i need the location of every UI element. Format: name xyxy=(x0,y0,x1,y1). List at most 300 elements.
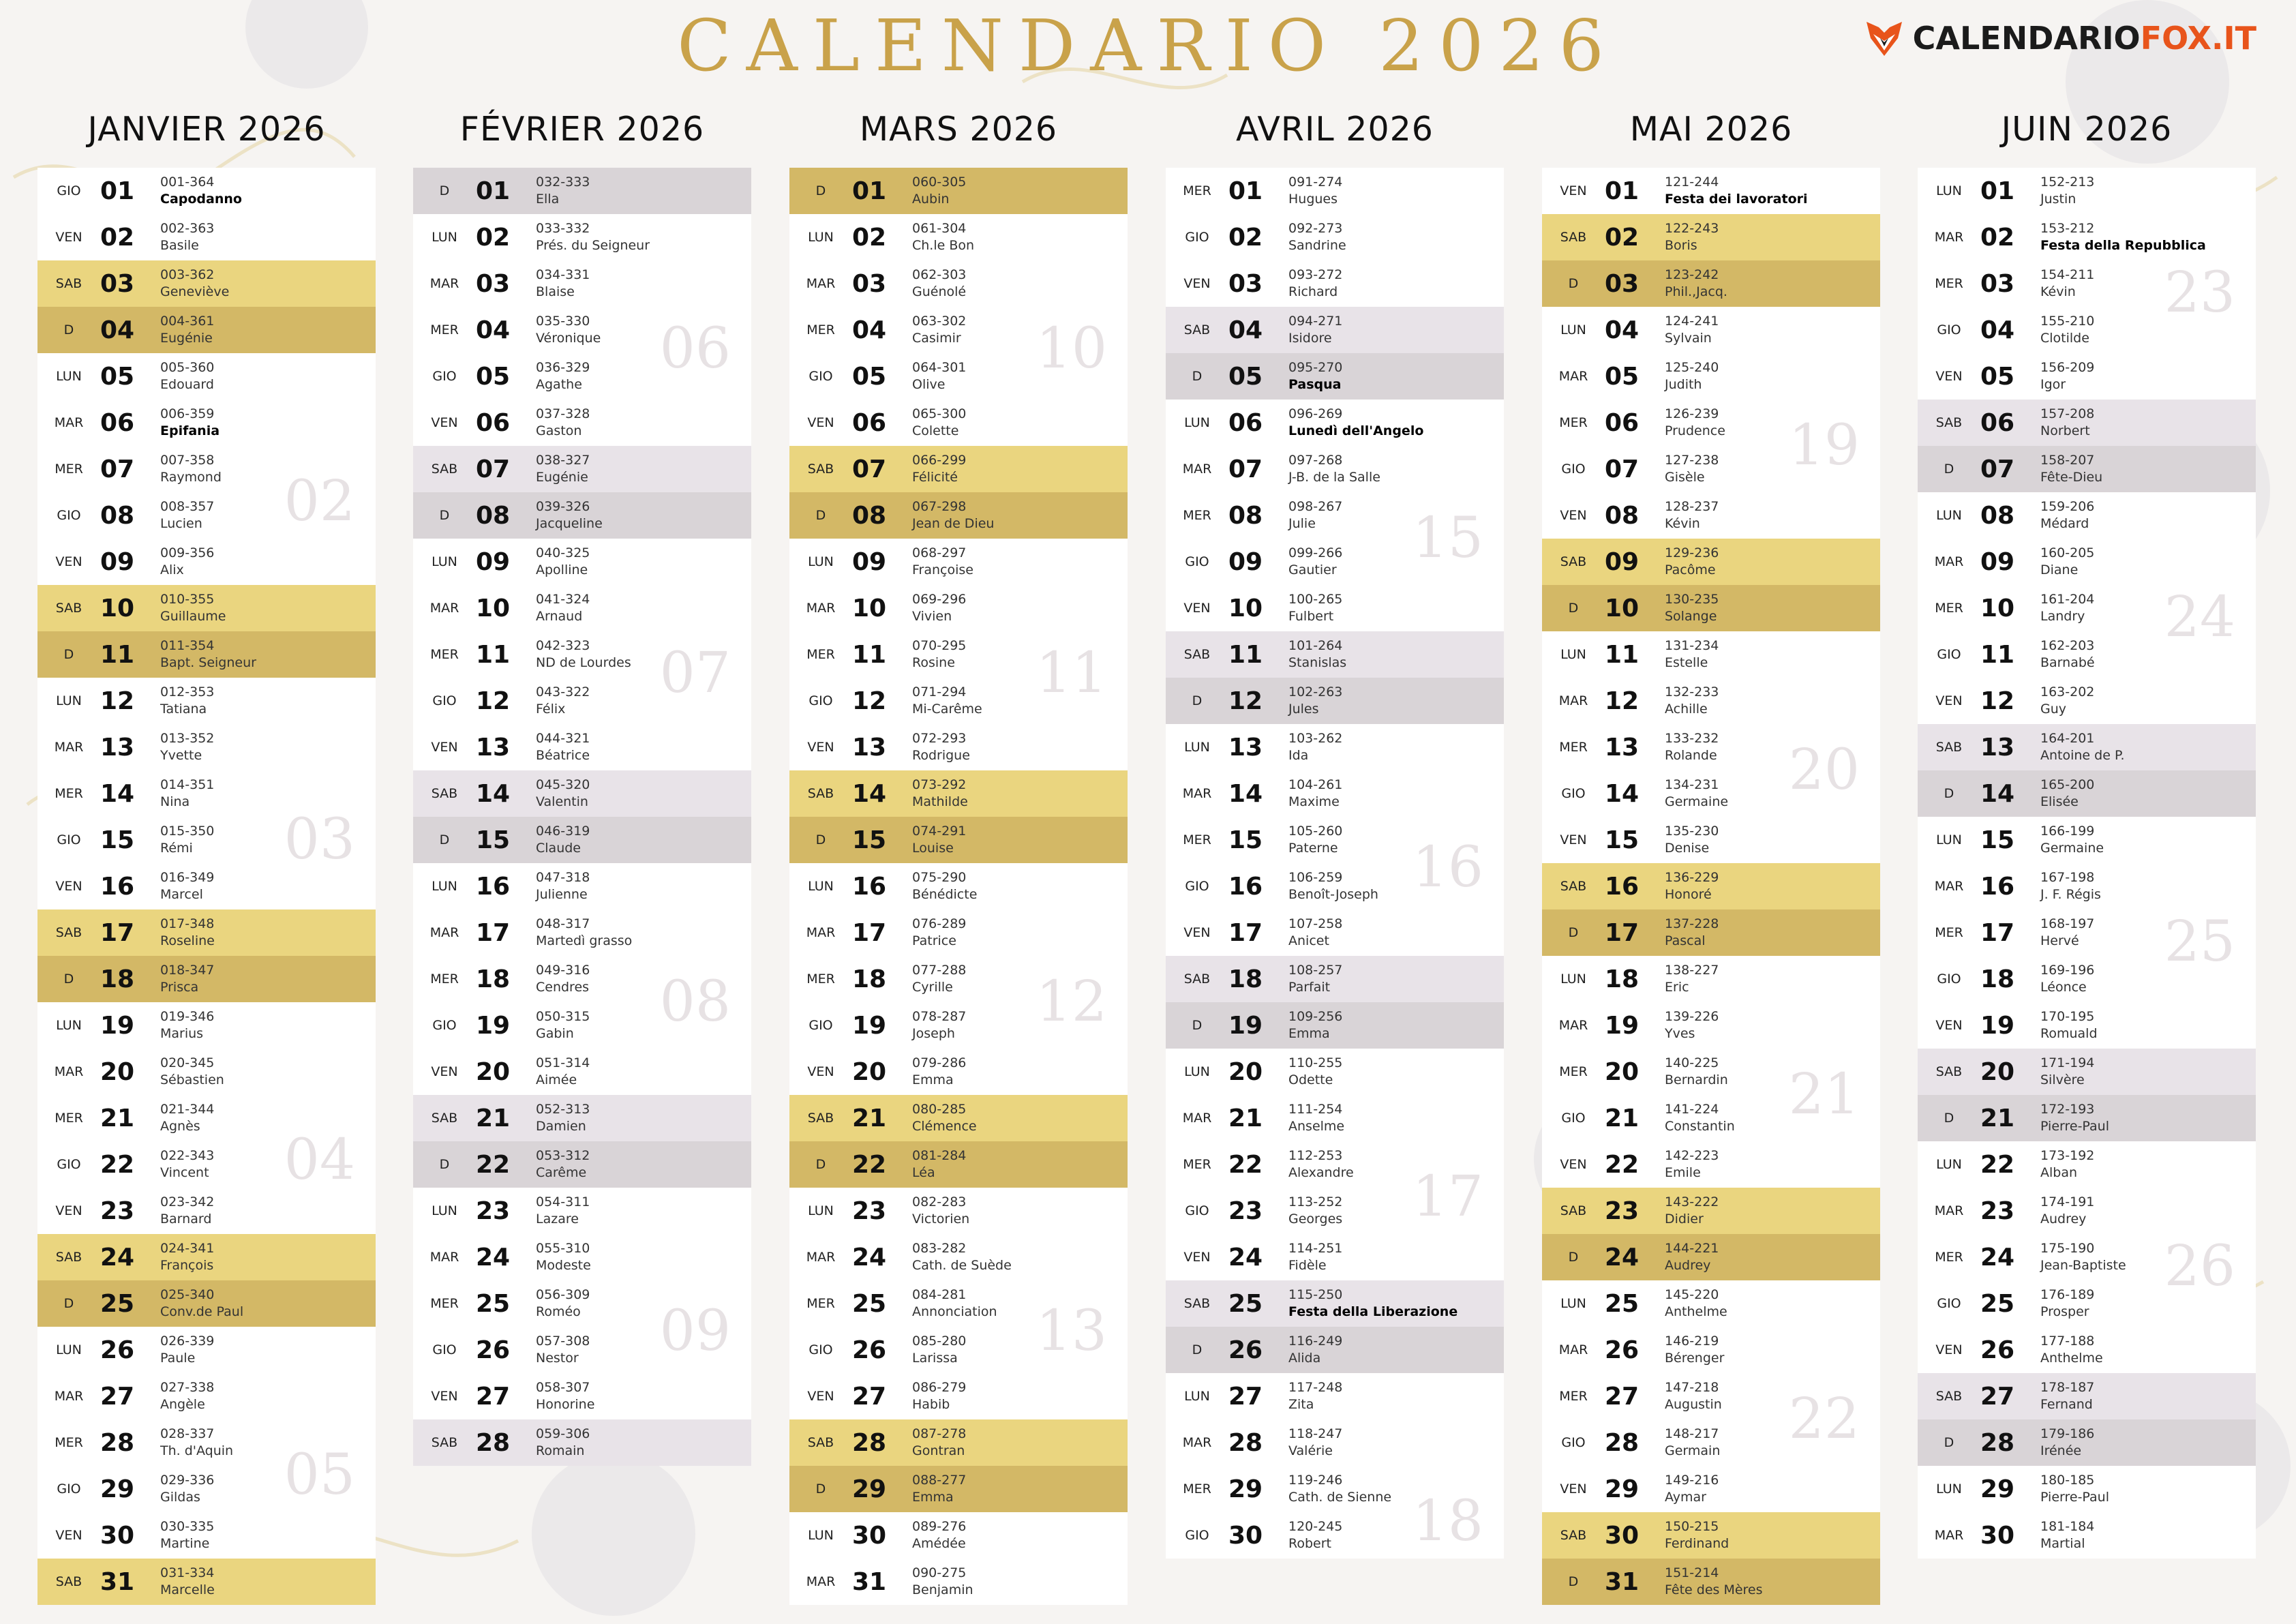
day-row[interactable] xyxy=(37,1002,376,1049)
day-row[interactable] xyxy=(1166,909,1504,956)
day-row[interactable] xyxy=(789,1327,1128,1373)
day-info xyxy=(1665,313,1719,347)
saint-name: Nina xyxy=(160,794,190,809)
saint-name: Paterne xyxy=(1288,841,1338,856)
day-row[interactable] xyxy=(1918,446,2256,492)
saint-name: Annonciation xyxy=(912,1304,997,1319)
day-of-week: LUN xyxy=(1936,1157,1962,1172)
day-of-year-code: 069-296 xyxy=(912,592,967,607)
day-of-year-code: 029-336 xyxy=(160,1473,215,1488)
day-of-week: VEN xyxy=(431,1064,458,1079)
day-row[interactable] xyxy=(789,956,1128,1002)
day-row[interactable] xyxy=(413,260,751,307)
day-row[interactable] xyxy=(37,1095,376,1141)
saint-name: Didier xyxy=(1665,1212,1704,1227)
day-of-year-code: 089-276 xyxy=(912,1519,967,1534)
day-row[interactable] xyxy=(789,1466,1128,1512)
day-number: 16 xyxy=(1605,872,1640,901)
day-row[interactable] xyxy=(413,214,751,260)
day-row[interactable] xyxy=(1542,260,1880,307)
day-row[interactable] xyxy=(789,863,1128,909)
day-row[interactable] xyxy=(789,400,1128,446)
day-info xyxy=(160,777,214,811)
day-row[interactable] xyxy=(413,1280,751,1327)
day-number: 19 xyxy=(1980,1011,2015,1040)
day-row[interactable] xyxy=(413,1095,751,1141)
day-row[interactable] xyxy=(1918,1095,2256,1141)
day-row[interactable] xyxy=(1166,307,1504,353)
day-of-year-code: 093-272 xyxy=(1288,267,1343,282)
day-row[interactable] xyxy=(1166,1327,1504,1373)
day-of-year-code: 130-235 xyxy=(1665,592,1719,607)
day-row[interactable] xyxy=(413,724,751,770)
day-row[interactable] xyxy=(37,307,376,353)
day-number: 22 xyxy=(852,1150,887,1179)
day-row[interactable] xyxy=(1542,1049,1880,1095)
day-row[interactable] xyxy=(413,863,751,909)
day-row[interactable] xyxy=(37,631,376,678)
day-row[interactable] xyxy=(413,1327,751,1373)
day-info xyxy=(912,545,973,579)
day-number: 05 xyxy=(1228,362,1263,391)
month-title: JUIN 2026 xyxy=(2001,110,2173,149)
day-row[interactable] xyxy=(413,631,751,678)
day-row[interactable] xyxy=(37,539,376,585)
day-row[interactable] xyxy=(37,214,376,260)
day-row[interactable] xyxy=(789,678,1128,724)
day-row[interactable] xyxy=(789,1419,1128,1466)
day-of-week: D xyxy=(1944,786,1954,801)
day-row[interactable] xyxy=(413,539,751,585)
day-row[interactable] xyxy=(1166,1419,1504,1466)
saint-name: Jean de Dieu xyxy=(912,516,995,531)
day-row[interactable] xyxy=(1166,631,1504,678)
day-row[interactable] xyxy=(37,446,376,492)
day-row[interactable] xyxy=(413,909,751,956)
day-row[interactable] xyxy=(37,1188,376,1234)
day-number: 08 xyxy=(476,501,511,530)
day-row[interactable] xyxy=(1166,446,1504,492)
day-row[interactable] xyxy=(37,956,376,1002)
saint-name: Anthelme xyxy=(1665,1304,1727,1319)
day-row[interactable] xyxy=(1918,1419,2256,1466)
day-row[interactable] xyxy=(789,539,1128,585)
day-row[interactable] xyxy=(1542,1559,1880,1605)
saint-name: Ella xyxy=(536,192,560,207)
day-row[interactable] xyxy=(413,1141,751,1188)
day-row[interactable] xyxy=(37,1373,376,1419)
day-of-week: GIO xyxy=(1185,1528,1209,1543)
day-row[interactable] xyxy=(1918,1373,2256,1419)
day-of-year-code: 051-314 xyxy=(536,1055,590,1070)
saint-name: Alban xyxy=(2040,1165,2078,1180)
month-title: MAI 2026 xyxy=(1629,110,1793,149)
saint-name: Martial xyxy=(2040,1536,2085,1551)
day-number: 15 xyxy=(852,826,887,854)
day-row[interactable] xyxy=(789,446,1128,492)
day-row[interactable] xyxy=(37,1512,376,1559)
day-of-year-code: 142-223 xyxy=(1665,1148,1719,1163)
day-row[interactable] xyxy=(1918,956,2256,1002)
saint-name: Germaine xyxy=(2040,841,2104,856)
day-row[interactable] xyxy=(37,1559,376,1605)
day-of-year-code: 071-294 xyxy=(912,685,967,700)
day-number: 02 xyxy=(100,223,135,252)
day-number: 22 xyxy=(1605,1150,1640,1179)
day-number: 30 xyxy=(1980,1521,2015,1550)
day-row[interactable] xyxy=(1542,1234,1880,1280)
day-row[interactable] xyxy=(413,585,751,631)
day-row[interactable] xyxy=(413,1188,751,1234)
day-of-year-code: 144-221 xyxy=(1665,1241,1719,1256)
day-row[interactable] xyxy=(37,492,376,539)
day-row[interactable] xyxy=(1542,1188,1880,1234)
day-number: 27 xyxy=(1980,1382,2015,1411)
day-row[interactable] xyxy=(789,1141,1128,1188)
day-number: 25 xyxy=(100,1289,135,1318)
day-row[interactable] xyxy=(1918,1466,2256,1512)
day-number: 17 xyxy=(852,918,887,947)
day-of-week: MAR xyxy=(54,1064,84,1079)
day-row[interactable] xyxy=(1918,307,2256,353)
day-row[interactable] xyxy=(1166,214,1504,260)
day-row[interactable] xyxy=(1542,168,1880,214)
day-row[interactable] xyxy=(1918,678,2256,724)
day-row[interactable] xyxy=(789,1512,1128,1559)
day-row[interactable] xyxy=(413,400,751,446)
saint-name: Gildas xyxy=(160,1490,200,1505)
day-row[interactable] xyxy=(1918,492,2256,539)
day-row[interactable] xyxy=(1166,1466,1504,1512)
day-row[interactable] xyxy=(1542,1141,1880,1188)
saint-name: Judith xyxy=(1665,377,1702,392)
day-row[interactable] xyxy=(1918,1234,2256,1280)
day-row[interactable] xyxy=(1542,678,1880,724)
day-row[interactable] xyxy=(37,724,376,770)
day-row[interactable] xyxy=(1166,400,1504,446)
day-row[interactable] xyxy=(413,956,751,1002)
day-row[interactable] xyxy=(1166,492,1504,539)
week-number: 09 xyxy=(659,1299,731,1364)
day-info xyxy=(912,1565,973,1599)
day-row[interactable] xyxy=(413,1373,751,1419)
day-row[interactable] xyxy=(1918,585,2256,631)
day-of-year-code: 172-193 xyxy=(2040,1102,2095,1117)
day-of-year-code: 154-211 xyxy=(2040,267,2095,282)
day-of-week: VEN xyxy=(55,554,82,569)
day-row[interactable] xyxy=(1542,770,1880,817)
day-row[interactable] xyxy=(1166,1188,1504,1234)
day-row[interactable] xyxy=(1166,1002,1504,1049)
day-row[interactable] xyxy=(37,770,376,817)
day-row[interactable] xyxy=(1918,909,2256,956)
day-row[interactable] xyxy=(37,1234,376,1280)
day-row[interactable] xyxy=(1918,724,2256,770)
day-info xyxy=(160,591,226,625)
day-row[interactable] xyxy=(1542,1327,1880,1373)
day-row[interactable] xyxy=(1542,956,1880,1002)
day-of-year-code: 087-278 xyxy=(912,1426,967,1441)
day-row[interactable] xyxy=(1542,1419,1880,1466)
day-row[interactable] xyxy=(413,168,751,214)
day-of-week: MAR xyxy=(1558,1342,1588,1357)
day-row[interactable] xyxy=(413,817,751,863)
day-row[interactable] xyxy=(1542,1466,1880,1512)
day-row[interactable] xyxy=(37,1466,376,1512)
day-number: 05 xyxy=(1980,362,2015,391)
day-row[interactable] xyxy=(1166,168,1504,214)
day-of-week: MAR xyxy=(1558,369,1588,384)
day-row[interactable] xyxy=(789,260,1128,307)
saint-name: Blaise xyxy=(536,284,575,299)
day-row[interactable] xyxy=(789,307,1128,353)
day-of-year-code: 177-188 xyxy=(2040,1334,2095,1349)
day-row[interactable] xyxy=(1542,446,1880,492)
day-row[interactable] xyxy=(1166,353,1504,400)
day-row[interactable] xyxy=(37,1280,376,1327)
day-row[interactable] xyxy=(1918,539,2256,585)
day-row[interactable] xyxy=(1918,260,2256,307)
day-of-year-code: 136-229 xyxy=(1665,870,1719,885)
day-row[interactable] xyxy=(789,770,1128,817)
day-number: 11 xyxy=(476,640,511,669)
day-row[interactable] xyxy=(789,631,1128,678)
day-info xyxy=(2040,823,2104,857)
day-row[interactable] xyxy=(789,817,1128,863)
week-number: 12 xyxy=(1036,969,1107,1035)
day-row[interactable] xyxy=(1918,1280,2256,1327)
saint-name: Raymond xyxy=(160,470,222,485)
saint-name: Jacqueline xyxy=(536,516,603,531)
day-number: 23 xyxy=(1605,1197,1640,1225)
day-row[interactable] xyxy=(789,1234,1128,1280)
saint-name: Emile xyxy=(1665,1165,1701,1180)
day-number: 14 xyxy=(1605,779,1640,808)
day-row[interactable] xyxy=(789,909,1128,956)
day-of-week: LUN xyxy=(1184,1064,1210,1079)
saint-name: Germain xyxy=(1665,1443,1721,1458)
saint-name: Silvère xyxy=(2040,1072,2085,1087)
day-row[interactable] xyxy=(1542,1373,1880,1419)
day-number: 05 xyxy=(476,362,511,391)
day-row[interactable] xyxy=(1542,1280,1880,1327)
day-row[interactable] xyxy=(37,260,376,307)
day-of-week: MER xyxy=(1935,601,1963,616)
day-row[interactable] xyxy=(1166,724,1504,770)
day-row[interactable] xyxy=(1918,400,2256,446)
day-row[interactable] xyxy=(37,400,376,446)
day-row[interactable] xyxy=(1166,260,1504,307)
day-row[interactable] xyxy=(1166,539,1504,585)
day-row[interactable] xyxy=(37,678,376,724)
day-of-year-code: 107-258 xyxy=(1288,916,1343,931)
day-row[interactable] xyxy=(1166,585,1504,631)
saint-name: Olive xyxy=(912,377,946,392)
day-of-year-code: 165-200 xyxy=(2040,777,2095,792)
day-row[interactable] xyxy=(1166,817,1504,863)
day-row[interactable] xyxy=(1542,353,1880,400)
day-row[interactable] xyxy=(37,1419,376,1466)
day-row[interactable] xyxy=(789,1002,1128,1049)
day-info xyxy=(1288,730,1342,764)
day-row[interactable] xyxy=(789,353,1128,400)
day-of-year-code: 140-225 xyxy=(1665,1055,1719,1070)
day-row[interactable] xyxy=(37,1141,376,1188)
day-row[interactable] xyxy=(1542,724,1880,770)
saint-name: Sandrine xyxy=(1288,238,1346,253)
saint-name: Gaston xyxy=(536,423,582,438)
day-list xyxy=(1918,168,2256,1559)
day-of-week: VEN xyxy=(1183,601,1211,616)
day-row[interactable] xyxy=(1542,214,1880,260)
day-row[interactable] xyxy=(1918,817,2256,863)
holiday-name: Festa dei lavoratori xyxy=(1665,192,1808,207)
day-info xyxy=(2040,313,2094,347)
day-of-year-code: 077-288 xyxy=(912,963,967,978)
day-row[interactable] xyxy=(1918,1512,2256,1559)
day-row[interactable] xyxy=(1542,492,1880,539)
saint-name: Fête des Mères xyxy=(1665,1582,1763,1597)
day-row[interactable] xyxy=(1918,1327,2256,1373)
day-row[interactable] xyxy=(1918,353,2256,400)
day-of-year-code: 116-249 xyxy=(1288,1334,1343,1349)
day-row[interactable] xyxy=(1166,1234,1504,1280)
day-of-week: D xyxy=(1568,601,1579,616)
day-row[interactable] xyxy=(789,214,1128,260)
day-row[interactable] xyxy=(1166,1095,1504,1141)
day-row[interactable] xyxy=(413,446,751,492)
saint-name: Valentin xyxy=(536,794,588,809)
day-row[interactable] xyxy=(789,1188,1128,1234)
day-row[interactable] xyxy=(1166,1049,1504,1095)
day-row[interactable] xyxy=(789,1373,1128,1419)
day-row[interactable] xyxy=(37,863,376,909)
day-row[interactable] xyxy=(413,307,751,353)
day-info xyxy=(536,1194,590,1228)
saint-name: Conv.de Paul xyxy=(160,1304,244,1319)
day-row[interactable] xyxy=(1542,539,1880,585)
day-row[interactable] xyxy=(789,585,1128,631)
day-of-year-code: 153-212 xyxy=(2040,221,2095,236)
day-row[interactable] xyxy=(1918,1141,2256,1188)
day-of-week: MAR xyxy=(806,276,836,291)
day-of-week: MAR xyxy=(429,925,459,940)
day-of-year-code: 099-266 xyxy=(1288,545,1343,560)
day-of-year-code: 105-260 xyxy=(1288,824,1343,839)
saint-name: Vincent xyxy=(160,1165,209,1180)
day-of-year-code: 129-236 xyxy=(1665,545,1719,560)
day-row[interactable] xyxy=(789,492,1128,539)
day-row[interactable] xyxy=(1918,1049,2256,1095)
day-row[interactable] xyxy=(1542,1095,1880,1141)
day-row[interactable] xyxy=(1918,1002,2256,1049)
day-row[interactable] xyxy=(413,1002,751,1049)
day-info xyxy=(160,637,256,672)
day-of-week: VEN xyxy=(1935,1342,1963,1357)
day-row[interactable] xyxy=(413,770,751,817)
day-row[interactable] xyxy=(1918,770,2256,817)
day-number: 25 xyxy=(852,1289,887,1318)
day-row[interactable] xyxy=(1542,400,1880,446)
day-number: 18 xyxy=(1228,965,1263,993)
day-row[interactable] xyxy=(1166,1512,1504,1559)
day-number: 27 xyxy=(1228,1382,1263,1411)
day-row[interactable] xyxy=(413,1049,751,1095)
day-row[interactable] xyxy=(1166,956,1504,1002)
day-info xyxy=(2040,1472,2109,1506)
day-row[interactable] xyxy=(1918,1188,2256,1234)
day-row[interactable] xyxy=(1542,863,1880,909)
day-row[interactable] xyxy=(1542,585,1880,631)
day-row[interactable] xyxy=(37,585,376,631)
day-row[interactable] xyxy=(413,1234,751,1280)
day-row[interactable] xyxy=(37,168,376,214)
saint-name: Stanislas xyxy=(1288,655,1347,670)
day-row[interactable] xyxy=(1166,1373,1504,1419)
day-row[interactable] xyxy=(37,817,376,863)
day-info xyxy=(1665,1055,1728,1089)
day-info xyxy=(1665,1008,1719,1042)
day-of-week: SAB xyxy=(1183,972,1211,987)
day-row[interactable] xyxy=(37,1327,376,1373)
day-number: 07 xyxy=(852,455,887,483)
day-row[interactable] xyxy=(1166,1141,1504,1188)
day-row[interactable] xyxy=(1918,863,2256,909)
day-number: 13 xyxy=(1980,733,2015,762)
day-row[interactable] xyxy=(1918,214,2256,260)
day-number: 06 xyxy=(1605,408,1640,437)
day-row[interactable] xyxy=(1166,863,1504,909)
day-row[interactable] xyxy=(413,353,751,400)
day-info xyxy=(912,174,966,208)
day-row[interactable] xyxy=(37,909,376,956)
day-row[interactable] xyxy=(413,492,751,539)
day-row[interactable] xyxy=(413,678,751,724)
day-number: 01 xyxy=(1228,177,1263,205)
day-row[interactable] xyxy=(1166,678,1504,724)
day-row[interactable] xyxy=(789,1280,1128,1327)
day-of-week: SAB xyxy=(1560,1203,1587,1218)
day-row[interactable] xyxy=(1918,168,2256,214)
day-row[interactable] xyxy=(789,1095,1128,1141)
day-number: 04 xyxy=(100,316,135,344)
day-row[interactable] xyxy=(1542,307,1880,353)
day-row[interactable] xyxy=(1542,631,1880,678)
day-number: 30 xyxy=(100,1521,135,1550)
day-row[interactable] xyxy=(1542,1512,1880,1559)
day-row[interactable] xyxy=(1542,817,1880,863)
day-of-year-code: 020-345 xyxy=(160,1055,215,1070)
day-row[interactable] xyxy=(1918,631,2256,678)
day-row[interactable] xyxy=(789,168,1128,214)
day-of-year-code: 092-273 xyxy=(1288,221,1343,236)
day-row[interactable] xyxy=(37,1049,376,1095)
day-info xyxy=(912,869,977,903)
day-row[interactable] xyxy=(1542,909,1880,956)
day-row[interactable] xyxy=(1542,1002,1880,1049)
day-of-week: MER xyxy=(1183,832,1211,847)
day-row[interactable] xyxy=(789,1559,1128,1605)
day-row[interactable] xyxy=(413,1419,751,1466)
saint-name: Pierre-Paul xyxy=(2040,1119,2109,1134)
day-row[interactable] xyxy=(1166,1280,1504,1327)
day-number: 30 xyxy=(1605,1521,1640,1550)
day-number: 30 xyxy=(852,1521,887,1550)
day-row[interactable] xyxy=(37,353,376,400)
day-row[interactable] xyxy=(789,1049,1128,1095)
day-row[interactable] xyxy=(1166,770,1504,817)
day-row[interactable] xyxy=(789,724,1128,770)
